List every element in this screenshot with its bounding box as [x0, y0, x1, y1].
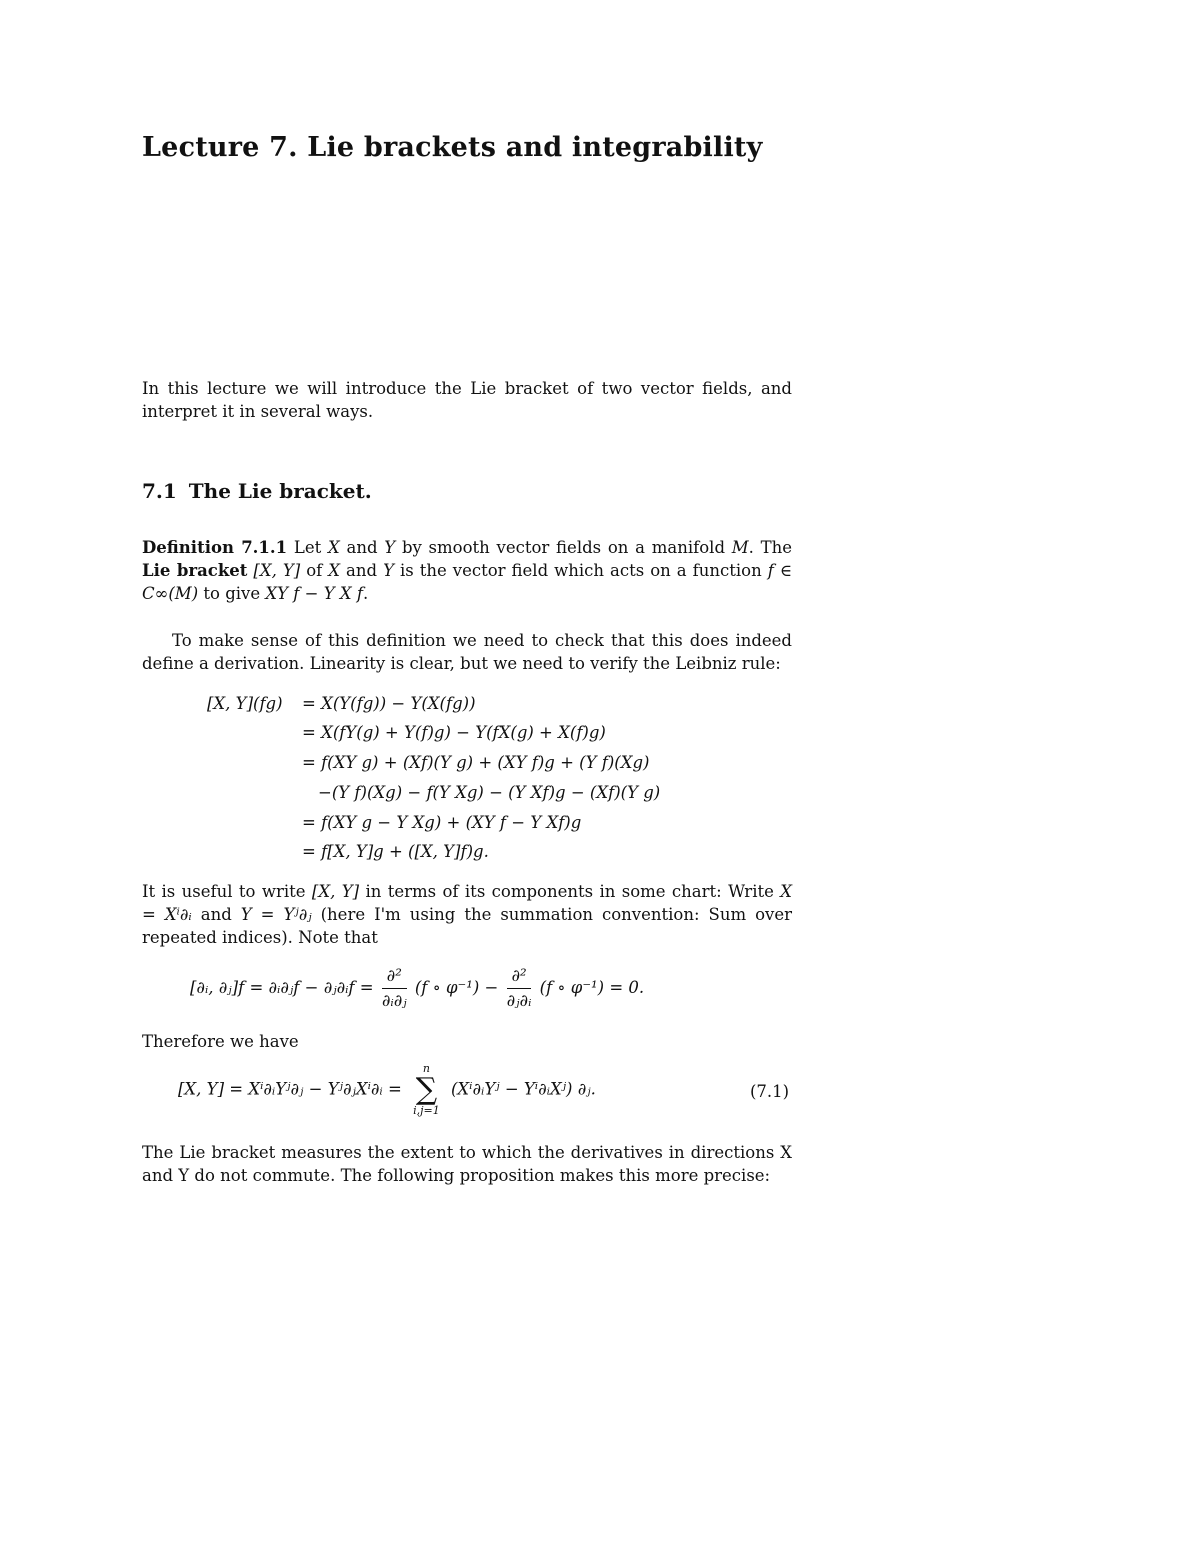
definition-text: of — [306, 561, 323, 580]
bracket-lhs: [X, Y] = Xⁱ∂ᵢYʲ∂ⱼ − Yʲ∂ⱼXⁱ∂ᵢ = — [178, 1079, 402, 1099]
summation-symbol — [413, 1063, 440, 1117]
leibniz-line: = X(Y(fg)) − Y(X(fg)) — [302, 694, 476, 713]
definition-label: Definition 7.1.1 — [142, 538, 288, 557]
intro-paragraph: In this lecture we will introduce the Lie bracket of two vector fields, and interpret it in several ways. — [142, 379, 792, 421]
leibniz-line: = f(XY g) + (Xf)(Y g) + (XY f)g + (Y f)(Xg) — [302, 753, 650, 772]
definition-text: Let — [293, 538, 322, 557]
math-y-components: Y = Yʲ∂ⱼ — [240, 905, 312, 924]
math-bracket: [X, Y] — [311, 882, 360, 901]
components-text: (here I'm using the summation convention: Sum over repeated indices). Note that — [142, 905, 793, 947]
definition-text: . The — [748, 538, 793, 557]
leibniz-line: = X(fY(g) + Y(f)g) − Y(fX(g) + X(f)g) — [302, 723, 606, 742]
lecture-title: Lecture 7. Lie brackets and integrability — [142, 132, 763, 163]
definition-text: and — [346, 538, 378, 557]
fraction-numerator: ∂² — [382, 966, 407, 989]
math-bracket: [X, Y] — [253, 561, 301, 580]
leibniz-intro-paragraph — [142, 629, 792, 675]
bracket-rhs: (Xⁱ∂ᵢYʲ − Yⁱ∂ᵢXʲ) ∂ⱼ. — [450, 1079, 596, 1099]
commutator-end: (f ∘ φ⁻¹) = 0. — [539, 978, 645, 997]
components-text: It is useful to write — [142, 882, 306, 901]
leibniz-line: = f(XY g − Y Xg) + (XY f − Y Xf)g — [302, 813, 582, 832]
math-m: M — [731, 538, 749, 557]
fraction-denominator: ∂ᵢ∂ⱼ — [381, 991, 407, 1010]
leibniz-lhs: [X, Y](fg) — [207, 694, 283, 713]
leibniz-line: = f[X, Y]g + ([X, Y]f)g. — [302, 842, 489, 861]
definition-text: and — [346, 561, 378, 580]
section-number: 7.1 — [142, 479, 177, 503]
commutator-equation — [190, 966, 644, 1011]
equation-number: (7.1) — [750, 1082, 790, 1101]
definition-text: to give — [203, 584, 261, 603]
math-y: Y — [383, 561, 394, 580]
definition-text: by smooth vector fields on a manifold — [401, 538, 726, 557]
components-text: in terms of its components in some chart: Write — [365, 882, 774, 901]
leibniz-intro-text: To make sense of this definition we need to check that this does indeed define a derivation. Linearity is clear, but we need to verify the Leibniz rule: — [142, 631, 792, 673]
section-heading — [142, 479, 372, 503]
components-text: and — [200, 905, 232, 924]
components-paragraph — [142, 880, 792, 949]
math-function-space: f ∈ C∞(M) — [142, 561, 793, 603]
section-title: The Lie bracket. — [188, 479, 372, 503]
definition-text: is the vector field which acts on a function — [399, 561, 762, 580]
definition-text: . — [362, 584, 369, 603]
commutator-lhs: [∂ᵢ, ∂ⱼ]f = ∂ᵢ∂ⱼf − ∂ⱼ∂ᵢf = — [190, 978, 374, 997]
sum-sign: ∑ — [415, 1072, 438, 1107]
lie-bracket-term: Lie bracket — [142, 561, 248, 580]
fraction-numerator: ∂² — [507, 966, 532, 989]
fraction-denominator: ∂ⱼ∂ᵢ — [506, 991, 532, 1010]
commute-paragraph: The Lie bracket measures the extent to which the derivatives in directions X and Y do not commute. The following proposition makes this more precise: — [142, 1143, 792, 1185]
sum-lower-limit: i,j=1 — [413, 1104, 440, 1117]
math-formula: XY f − Y X f — [265, 584, 363, 603]
therefore-paragraph: Therefore we have — [142, 1032, 299, 1051]
fraction — [507, 966, 532, 1011]
math-x-components: X = Xⁱ∂ᵢ — [142, 882, 793, 924]
math-x: X — [328, 561, 340, 580]
leibniz-line: −(Y f)(Xg) − f(Y Xg) − (Y Xf)g − (Xf)(Y g) — [318, 783, 661, 802]
definition-paragraph — [142, 536, 792, 605]
fraction — [382, 966, 407, 1011]
math-y: Y — [384, 538, 396, 557]
commutator-middle: (f ∘ φ⁻¹) − — [414, 978, 499, 997]
math-x: X — [328, 538, 340, 557]
sum-upper-limit: n — [422, 1062, 430, 1075]
bracket-component-equation — [178, 1063, 596, 1117]
